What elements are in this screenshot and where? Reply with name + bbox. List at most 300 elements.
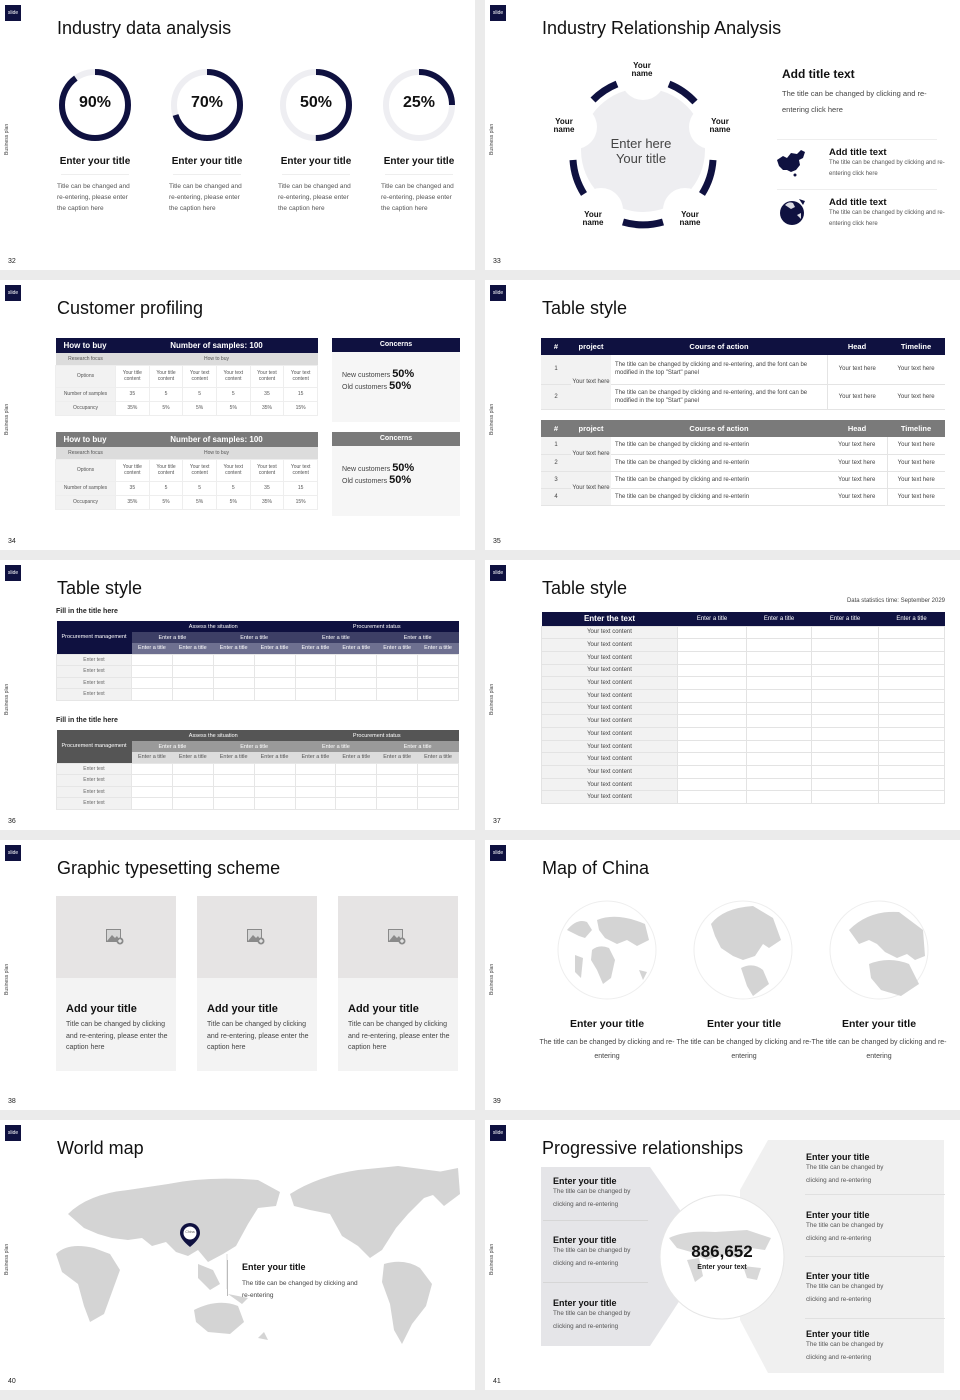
table-cell[interactable]: [336, 666, 377, 678]
table-cell[interactable]: [678, 740, 747, 753]
slide-title: Graphic typesetting scheme: [57, 858, 281, 878]
logo: slide: [490, 845, 506, 861]
table-cell[interactable]: [213, 677, 254, 689]
table-cell[interactable]: [132, 654, 173, 666]
table-cell[interactable]: [377, 677, 418, 689]
table-cell[interactable]: [132, 798, 173, 810]
table-row: [541, 437, 945, 454]
table-row: [542, 664, 945, 677]
page-number: 37: [493, 818, 501, 825]
corner-header: Procurement management: [61, 633, 127, 640]
table-cell[interactable]: [336, 798, 377, 810]
table-cell[interactable]: [254, 654, 295, 666]
table-row: [57, 689, 459, 701]
table-cell[interactable]: [418, 677, 459, 689]
table-cell[interactable]: [812, 626, 879, 639]
table-cell[interactable]: [336, 689, 377, 701]
divider: [805, 1318, 945, 1319]
table-cell[interactable]: [213, 654, 254, 666]
table-cell[interactable]: [295, 654, 336, 666]
table-row: [542, 626, 945, 639]
table-cell[interactable]: [678, 778, 747, 791]
table-cell[interactable]: [132, 689, 173, 701]
table-cell[interactable]: [678, 728, 747, 741]
table-cell[interactable]: [336, 786, 377, 798]
map-pin-icon[interactable]: [179, 1222, 201, 1248]
image-placeholder[interactable]: [56, 896, 176, 978]
table-cell[interactable]: [295, 775, 336, 787]
table-cell[interactable]: [747, 651, 812, 664]
table-row: [541, 471, 945, 488]
table-cell[interactable]: [747, 740, 812, 753]
slide-title: Industry data analysis: [57, 18, 232, 38]
action-cell: The title can be changed by clicking and re-enterin: [611, 437, 827, 454]
leaf-header: Enter a title: [178, 754, 207, 761]
table-cell[interactable]: [812, 728, 879, 741]
table-cell[interactable]: [336, 654, 377, 666]
table-caption: Fill in the title here: [56, 608, 118, 615]
table-cell[interactable]: [747, 753, 812, 766]
table-header: How to buy: [63, 341, 107, 350]
table-cell[interactable]: [213, 775, 254, 787]
table-cell: Your title content: [149, 459, 183, 481]
table-cell[interactable]: [295, 798, 336, 810]
table-cell[interactable]: [747, 689, 812, 702]
table-row: [542, 728, 945, 741]
main-title: Add title text: [782, 67, 855, 81]
slide-title: Industry Relationship Analysis: [542, 18, 782, 38]
slide-38[interactable]: [0, 840, 475, 1110]
table-cell[interactable]: [254, 666, 295, 678]
cycle-node-name: Your name: [553, 117, 575, 134]
concerns-box: [332, 432, 460, 516]
table-cell[interactable]: [254, 775, 295, 787]
table-cell[interactable]: [377, 798, 418, 810]
row-label: Your text content: [542, 715, 678, 728]
table-cell[interactable]: [678, 766, 747, 779]
divider: [543, 1282, 648, 1283]
action-table: [541, 338, 945, 410]
row-label: Enter text: [57, 689, 132, 701]
item-caption: The title can be changed by clicking and re-entering: [806, 1222, 884, 1242]
side-label: Business plan: [489, 683, 495, 715]
table-cell[interactable]: [879, 664, 945, 677]
leaf-header: Enter a title: [260, 754, 289, 761]
table-cell[interactable]: [747, 791, 812, 804]
table-cell[interactable]: [812, 715, 879, 728]
old-customers: [342, 474, 460, 486]
table-cell[interactable]: [678, 702, 747, 715]
table-cell[interactable]: [254, 786, 295, 798]
table-cell[interactable]: [132, 666, 173, 678]
table-cell[interactable]: [418, 775, 459, 787]
table-cell[interactable]: [418, 798, 459, 810]
table-cell[interactable]: [812, 651, 879, 664]
timeline-cell: Your text here: [887, 471, 945, 488]
project-cell: Your text here: [571, 355, 611, 409]
table-cell[interactable]: [879, 728, 945, 741]
new-customers: [342, 368, 460, 380]
table-cell[interactable]: [213, 666, 254, 678]
slide-41[interactable]: [485, 1120, 960, 1390]
divider: [777, 139, 937, 140]
timeline-cell: Your text here: [887, 437, 945, 454]
column-header: project: [578, 342, 604, 351]
cycle-node-name: Your name: [709, 117, 731, 134]
table-cell[interactable]: [747, 664, 812, 677]
progress-ring: [382, 68, 456, 142]
table-cell[interactable]: [879, 791, 945, 804]
leaf-header: Enter a title: [138, 754, 166, 761]
item-caption: Title can be changed and re-entering, please enter the caption here: [169, 183, 242, 212]
row-label: Number of samples: [56, 387, 116, 401]
table-cell[interactable]: [213, 786, 254, 798]
table-cell: 15%: [284, 495, 318, 509]
page-number: 40: [8, 1378, 16, 1385]
table-cell: Your title content: [116, 365, 150, 387]
head-cell: Your text here: [827, 471, 887, 488]
row-label: Your text content: [542, 639, 678, 652]
page-number: 34: [8, 538, 16, 545]
table-cell[interactable]: [418, 786, 459, 798]
page-number: 39: [493, 1098, 501, 1105]
table-cell[interactable]: [678, 651, 747, 664]
row-label: Your text content: [542, 664, 678, 677]
column-header: Enter a title: [896, 615, 927, 622]
table-cell[interactable]: [747, 626, 812, 639]
slide-35[interactable]: [485, 280, 960, 550]
table-cell[interactable]: [377, 666, 418, 678]
table-cell[interactable]: [678, 753, 747, 766]
table-cell[interactable]: [295, 763, 336, 775]
table-cell[interactable]: [295, 666, 336, 678]
right-item: [806, 1152, 898, 1187]
table-cell[interactable]: [747, 702, 812, 715]
corner-header: Procurement management: [61, 742, 127, 749]
table-cell[interactable]: [336, 763, 377, 775]
leader-line: [227, 1260, 228, 1296]
table-cell[interactable]: [812, 766, 879, 779]
side-label: Business plan: [4, 123, 10, 155]
table-cell[interactable]: [377, 654, 418, 666]
table-cell[interactable]: [254, 798, 295, 810]
table-row: [57, 677, 459, 689]
table-cell[interactable]: [418, 763, 459, 775]
table-cell[interactable]: [678, 626, 747, 639]
table-cell[interactable]: [812, 791, 879, 804]
head-cell: Your text here: [827, 355, 887, 384]
divider: [61, 174, 129, 175]
table-cell[interactable]: [879, 715, 945, 728]
table-cell[interactable]: [172, 666, 213, 678]
page-number: 33: [493, 258, 501, 265]
globe-caption: The title can be changed by clicking and re-entering: [811, 1039, 947, 1060]
samples-table: [55, 432, 318, 510]
table-cell[interactable]: [879, 639, 945, 652]
slide-33[interactable]: [485, 0, 960, 270]
ring-item: [379, 68, 459, 214]
table-row: [57, 786, 459, 798]
table-cell: 35%: [116, 495, 150, 509]
page-number: 32: [8, 258, 16, 265]
table-cell: 15: [284, 387, 318, 401]
new-customers-label: New customers: [342, 372, 391, 379]
content-table: [541, 612, 945, 804]
table-cell[interactable]: [336, 775, 377, 787]
table-cell[interactable]: [377, 775, 418, 787]
table-cell[interactable]: [747, 778, 812, 791]
row-number: 1: [541, 355, 571, 384]
old-customers-label: Old customers: [342, 384, 388, 391]
table-cell: 35%: [250, 401, 284, 415]
china-map-icon: [775, 148, 807, 178]
side-label: Business plan: [4, 403, 10, 435]
table-cell: 5: [183, 387, 217, 401]
divider: [173, 174, 241, 175]
leaf-header: Enter a title: [260, 645, 289, 652]
table-cell[interactable]: [747, 715, 812, 728]
table-cell[interactable]: [213, 798, 254, 810]
percent-value: 50%: [299, 94, 333, 111]
table-cell[interactable]: [418, 654, 459, 666]
slide-title: Customer profiling: [57, 298, 204, 318]
table-cell[interactable]: [254, 677, 295, 689]
table-cell[interactable]: [812, 664, 879, 677]
side-label: Business plan: [489, 963, 495, 995]
row-label: Your text content: [542, 766, 678, 779]
mid-header: Enter a title: [321, 743, 350, 750]
image-card: [338, 896, 458, 1071]
row-label: How to buy: [116, 447, 318, 459]
table-cell[interactable]: [879, 689, 945, 702]
table-cell[interactable]: [812, 689, 879, 702]
leaf-header: Enter a title: [424, 645, 452, 652]
image-placeholder[interactable]: [197, 896, 317, 978]
table-cell[interactable]: [377, 763, 418, 775]
table-cell: Your text content: [250, 459, 284, 481]
table-cell[interactable]: [132, 763, 173, 775]
table-cell[interactable]: [132, 775, 173, 787]
table-cell[interactable]: [747, 639, 812, 652]
globe-caption: The title can be changed by clicking and re-entering: [539, 1039, 675, 1060]
table-cell[interactable]: [295, 786, 336, 798]
item-title: Enter your title: [553, 1235, 617, 1245]
concerns-box: [332, 338, 460, 422]
table-cell: Your text content: [284, 365, 318, 387]
right-item: [806, 1210, 898, 1245]
table-cell[interactable]: [678, 639, 747, 652]
table-row: [542, 702, 945, 715]
mid-header: Enter a title: [240, 743, 269, 750]
globe-africa-icon: [557, 900, 657, 1000]
table-cell[interactable]: [377, 786, 418, 798]
card-caption: Title can be changed by clicking and re-entering, please enter the caption here: [348, 1021, 450, 1051]
table-cell: 5%: [149, 401, 183, 415]
table-cell: 5%: [216, 495, 250, 509]
column-header: #: [553, 342, 559, 351]
column-header: Course of action: [689, 342, 749, 351]
item-title: Enter your title: [806, 1329, 870, 1339]
table-cell[interactable]: [879, 740, 945, 753]
table-cell[interactable]: [377, 689, 418, 701]
table-cell[interactable]: [678, 791, 747, 804]
table-cell[interactable]: [879, 778, 945, 791]
table-cell: Your text content: [183, 365, 217, 387]
table-cell[interactable]: [879, 626, 945, 639]
table-row: [57, 763, 459, 775]
table-cell[interactable]: [812, 639, 879, 652]
table-cell[interactable]: [879, 651, 945, 664]
row-label: Your text content: [542, 791, 678, 804]
old-customers-value: 50%: [389, 380, 412, 392]
table-cell[interactable]: [172, 775, 213, 787]
table-cell[interactable]: [812, 778, 879, 791]
stat-caption: Enter your text: [697, 1264, 747, 1271]
table-header: Number of samples: 100: [170, 341, 263, 350]
table-cell[interactable]: [879, 702, 945, 715]
table-cell[interactable]: [172, 786, 213, 798]
item-title: Enter your title: [280, 156, 352, 167]
center-line-1: Enter here: [610, 136, 672, 151]
progress-ring: [279, 68, 353, 142]
table-cell[interactable]: [879, 677, 945, 690]
table-cell: 35: [116, 481, 150, 495]
progress-ring: [170, 68, 244, 142]
row-label: Your text content: [542, 626, 678, 639]
row-number: 3: [541, 471, 571, 488]
logo: slide: [5, 565, 21, 581]
sub-title: Add title text: [829, 197, 887, 208]
percent-value: 70%: [190, 94, 224, 111]
table-row: [542, 651, 945, 664]
add-image-icon: [388, 929, 406, 945]
table-cell[interactable]: [678, 715, 747, 728]
table-cell[interactable]: [747, 728, 812, 741]
table-cell[interactable]: [418, 666, 459, 678]
image-placeholder[interactable]: [338, 896, 458, 978]
center-line-2: Your title: [615, 151, 667, 166]
row-label: Occupancy: [56, 495, 116, 509]
ring-item: [167, 68, 247, 214]
page-number: 35: [493, 538, 501, 545]
table-cell[interactable]: [336, 677, 377, 689]
table-cell[interactable]: [295, 677, 336, 689]
timeline-cell: Your text here: [887, 454, 945, 471]
table-cell: 35%: [250, 495, 284, 509]
left-item: [553, 1235, 645, 1270]
divider: [385, 174, 453, 175]
table-cell[interactable]: [172, 654, 213, 666]
right-item: [806, 1329, 898, 1364]
row-label: Number of samples: [56, 481, 116, 495]
cycle-center-text: [581, 136, 701, 166]
head-cell: Your text here: [827, 488, 887, 505]
table-cell: 5: [183, 481, 217, 495]
column-header: Enter a title: [763, 615, 795, 622]
table-cell[interactable]: [295, 689, 336, 701]
action-cell: The title can be changed by clicking and re-enterin: [611, 488, 827, 505]
timeline-cell: Your text here: [887, 488, 945, 505]
leaf-header: Enter a title: [219, 645, 248, 652]
image-card: [197, 896, 317, 1071]
table-cell[interactable]: [213, 689, 254, 701]
column-header: project: [578, 424, 604, 433]
table-cell: Your title content: [149, 365, 183, 387]
table-caption: Fill in the title here: [56, 717, 118, 724]
slide-34[interactable]: [0, 280, 475, 550]
logo: slide: [490, 5, 506, 21]
column-header: Course of action: [689, 424, 749, 433]
table-cell[interactable]: [879, 766, 945, 779]
table-cell: 5%: [216, 401, 250, 415]
table-cell: 15: [284, 481, 318, 495]
card-caption: Title can be changed by clicking and re-entering, please enter the caption here: [207, 1021, 309, 1051]
table-cell[interactable]: [812, 677, 879, 690]
center-stat: [672, 1242, 772, 1271]
table-cell[interactable]: [879, 753, 945, 766]
table-cell[interactable]: [678, 677, 747, 690]
leaf-header: Enter a title: [383, 645, 412, 652]
table-cell[interactable]: [812, 740, 879, 753]
table-cell[interactable]: [812, 753, 879, 766]
table-cell[interactable]: [172, 689, 213, 701]
progress-ring: [58, 68, 132, 142]
action-cell: The title can be changed by clicking and re-entering, and the font can be modified in the top "Start" panel: [611, 355, 827, 384]
row-label: Your text content: [542, 753, 678, 766]
table-cell[interactable]: [172, 677, 213, 689]
slide-39[interactable]: [485, 840, 960, 1110]
row-label: Research focus: [56, 447, 116, 459]
globe-title: Enter your title: [706, 1018, 782, 1030]
table-cell[interactable]: [418, 689, 459, 701]
globe-title: Enter your title: [841, 1018, 917, 1030]
table-cell[interactable]: [812, 702, 879, 715]
logo: slide: [5, 285, 21, 301]
table-cell[interactable]: [678, 689, 747, 702]
item-caption: Title can be changed and re-entering, please enter the caption here: [381, 183, 454, 212]
logo: slide: [5, 1125, 21, 1141]
leaf-header: Enter a title: [342, 754, 371, 761]
item-caption: The title can be changed by clicking and re-entering: [553, 1188, 631, 1208]
table-cell[interactable]: [678, 664, 747, 677]
column-header: #: [553, 424, 559, 433]
table-cell[interactable]: [254, 689, 295, 701]
table-header: Number of samples: 100: [170, 435, 263, 444]
action-cell: The title can be changed by clicking and re-enterin: [611, 454, 827, 471]
slide-32[interactable]: [0, 0, 475, 270]
action-cell: The title can be changed by clicking and re-enterin: [611, 471, 827, 488]
table-cell[interactable]: [747, 766, 812, 779]
table-cell: Your title content: [116, 459, 150, 481]
row-label: Enter text: [57, 775, 132, 787]
table-cell[interactable]: [132, 786, 173, 798]
table-cell[interactable]: [172, 798, 213, 810]
table-cell[interactable]: [254, 763, 295, 775]
table-cell[interactable]: [747, 677, 812, 690]
column-header: Enter a title: [696, 615, 728, 622]
old-customers: [342, 380, 460, 392]
group-header: Assess the situation: [188, 623, 238, 630]
table-cell[interactable]: [213, 763, 254, 775]
slide-40[interactable]: [0, 1120, 475, 1390]
divider: [282, 174, 350, 175]
row-label: Your text content: [542, 728, 678, 741]
table-cell[interactable]: [172, 763, 213, 775]
row-number: 2: [541, 454, 571, 471]
mid-header: Enter a title: [403, 634, 432, 641]
new-customers-value: 50%: [392, 462, 415, 474]
table-cell[interactable]: [132, 677, 173, 689]
